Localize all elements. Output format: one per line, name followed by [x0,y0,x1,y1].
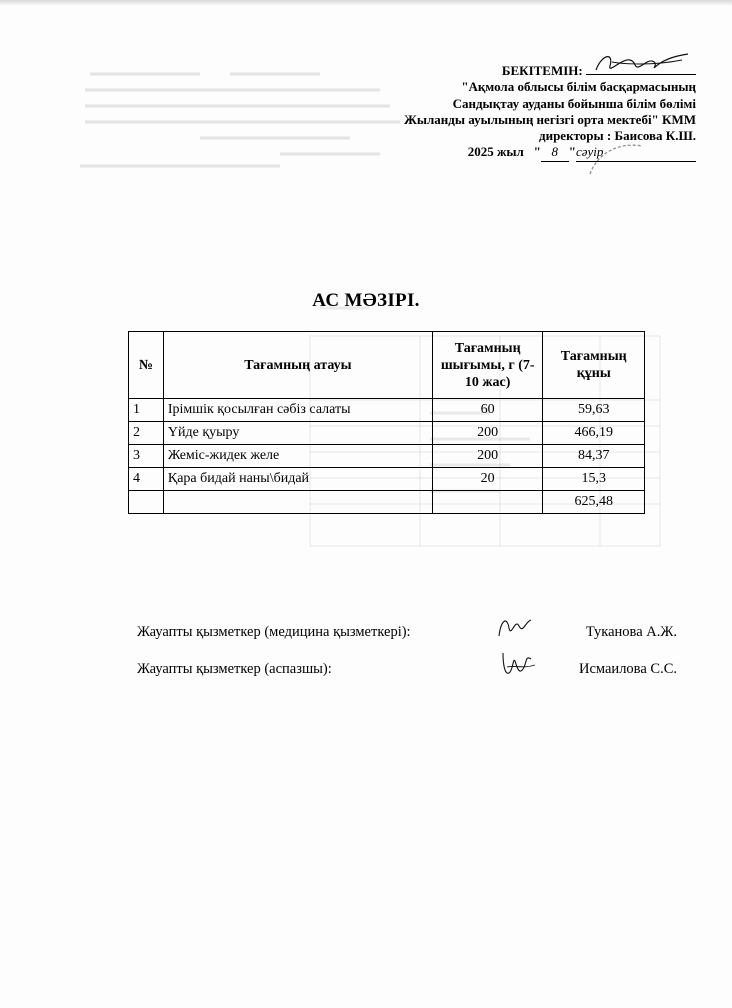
header-number: № [129,332,164,399]
row-number: 2 [129,422,164,445]
row-yield: 60 [432,399,543,422]
medical-signature [495,612,535,642]
approval-line-3: Жыланды ауылының негізгі орта мектебі" КММ [403,111,696,127]
row-number: 3 [129,445,164,468]
staff-role-medical: Жауапты қызметкер (медицина қызметкері): [137,624,411,640]
table-total-row [129,491,645,514]
approval-date-line: 2025 жыл " 8 "сәуір [336,144,696,161]
header-cost: Тағамның құны [543,332,645,399]
header-dish-name: Тағамның атауы [163,332,432,399]
staff-name-cook: Исмаилова С.С. [579,661,677,677]
approval-heading: БЕКІТЕМІН: [501,63,583,78]
total-empty-number [129,491,164,514]
row-number: 1 [129,399,164,422]
cook-signature [497,647,537,681]
table-row [129,399,645,422]
menu-table [128,331,645,514]
row-dish-name: Үйде қуыру [163,422,432,445]
staff-role-cook: Жауапты қызметкер (аспазшы): [137,661,332,677]
row-cost: 466,19 [543,422,645,445]
row-yield: 20 [432,468,543,491]
total-cost: 625,48 [543,491,645,514]
approval-line-4: директоры : Баисова К.Ш. [539,128,696,144]
row-yield: 200 [432,422,543,445]
approval-line-2: Сандықтау ауданы бойынша білім бөлімі [452,95,696,111]
row-number: 4 [129,468,164,491]
table-row [129,422,645,445]
total-empty-yield [432,491,543,514]
row-dish-name: Ірімшік қосылған сәбіз салаты [163,399,432,422]
row-dish-name: Жеміс-жидек желе [163,445,432,468]
row-cost: 84,37 [543,445,645,468]
table-header-row [129,332,645,399]
approval-line-1: "Ақмола облысы білім басқармасының [461,79,696,95]
director-signature-line [586,62,696,75]
staff-line-cook [137,661,677,681]
scan-edge [0,0,732,6]
staff-line-medical [137,624,677,644]
header-yield: Тағамның шығымы, г (7-10 жас) [432,332,543,399]
page-title: АС МӘЗІРІ. [312,290,420,311]
director-signature [592,50,692,80]
stamp-fragment [586,136,646,176]
row-yield: 200 [432,445,543,468]
total-empty-name [163,491,432,514]
approval-date-year: 2025 жыл [467,144,524,160]
approval-heading-line [336,62,696,79]
approval-date-month: сәуір [576,144,696,161]
staff-name-medical: Туканова А.Ж. [585,624,677,640]
row-dish-name: Қара бидай наны\бидай [163,468,432,491]
table-row [129,445,645,468]
approval-date-day: 8 [541,144,569,161]
table-row [129,468,645,491]
row-cost: 59,63 [543,399,645,422]
row-cost: 15,3 [543,468,645,491]
